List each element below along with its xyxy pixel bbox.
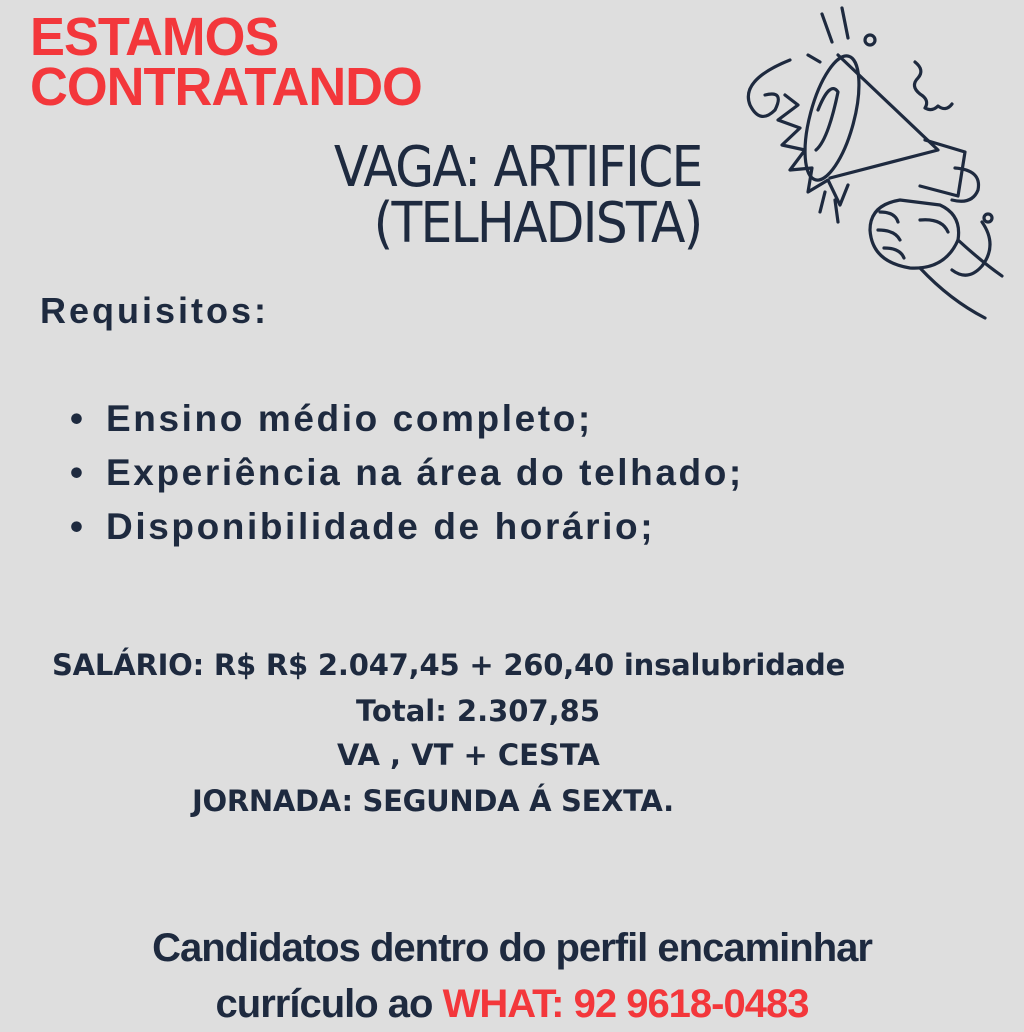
job-title-line-2: (TELHADISTA): [374, 191, 702, 256]
bullet-icon: •: [70, 398, 86, 439]
requirements-list: [70, 392, 744, 554]
requirement-text: Ensino médio completo;: [106, 398, 593, 439]
bullet-icon: •: [70, 452, 86, 493]
footer: [0, 920, 1024, 1032]
job-title: [334, 135, 702, 256]
megaphone-icon: [720, 0, 1020, 330]
headline-line-2: CONTRATANDO: [30, 57, 422, 117]
footer-line-1: Candidatos dentro do perfil encaminhar: [152, 926, 872, 970]
requirements-title: Requisitos:: [40, 290, 270, 331]
requirement-text: Disponibilidade de horário;: [106, 506, 656, 547]
job-title-line-1: VAGA: ARTIFICE: [334, 135, 702, 200]
footer-prefix: currículo ao: [215, 982, 433, 1026]
list-item: [70, 392, 744, 446]
headline-line-1: ESTAMOS: [30, 7, 279, 67]
total-text: Total: 2.307,85: [356, 694, 601, 728]
benefits-text: VA , VT + CESTA: [337, 738, 600, 772]
headline: [30, 7, 422, 117]
bullet-icon: •: [70, 506, 86, 547]
salary-text: SALÁRIO: R$ R$ 2.047,45 + 260,40 insalubridade: [52, 648, 846, 682]
schedule-text: JORNADA: SEGUNDA Á SEXTA.: [192, 784, 674, 818]
list-item: [70, 446, 744, 500]
list-item: [70, 500, 744, 554]
whatsapp-contact: WHAT: 92 9618-0483: [442, 982, 809, 1026]
requirement-text: Experiência na área do telhado;: [106, 452, 744, 493]
